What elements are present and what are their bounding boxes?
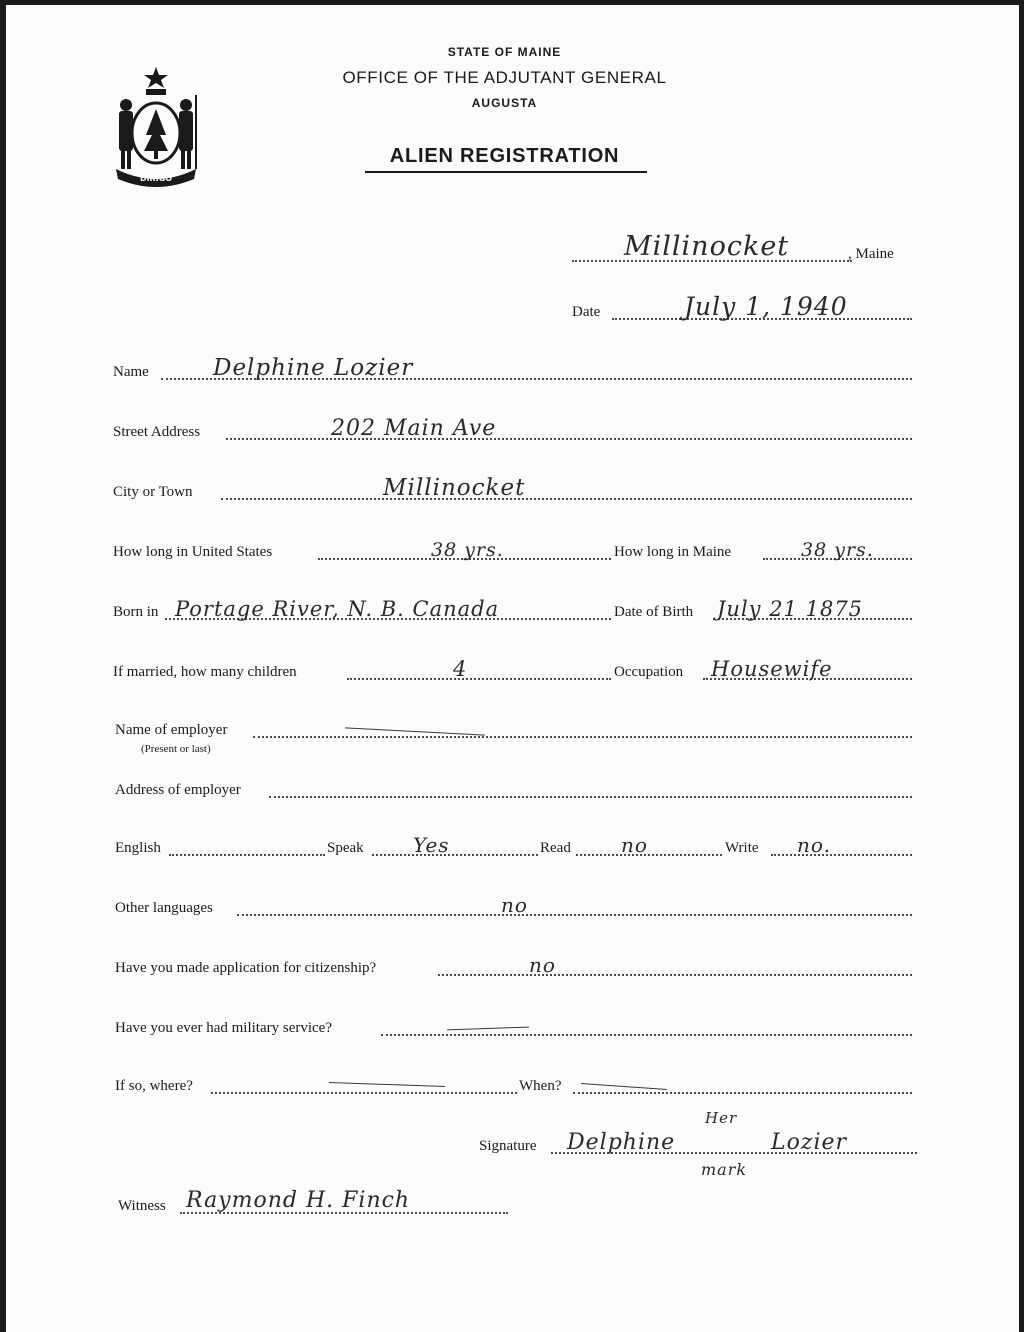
name-row: [113, 355, 918, 385]
other-languages-label: Other languages: [115, 900, 213, 916]
city-label: City or Town: [113, 484, 193, 500]
other-languages-row: [113, 891, 918, 921]
signature-last: Lozier: [771, 1130, 848, 1155]
read-value: no: [621, 833, 648, 857]
born-in-value: Portage River, N. B. Canada: [175, 597, 500, 621]
signature-mark: mark: [701, 1160, 748, 1179]
when-blank-stroke: [581, 1083, 667, 1090]
signature-first: Delphine: [567, 1130, 676, 1155]
street-row: [113, 415, 918, 445]
english-row: [113, 831, 918, 861]
street-label: Street Address: [113, 424, 201, 440]
city-row: [113, 475, 918, 505]
seal-motto: DIRIGO: [139, 174, 173, 183]
witness-label: Witness: [118, 1198, 166, 1214]
state-heading: STATE OF MAINE: [447, 45, 562, 59]
date-value: July 1, 1940: [684, 292, 848, 321]
date-row: [566, 292, 926, 325]
children-value: 4: [453, 657, 468, 681]
city-value: Millinocket: [383, 475, 526, 501]
signature-label: Signature: [479, 1138, 537, 1154]
employer-address-label: Address of employer: [115, 782, 241, 798]
occupation-value: Housewife: [711, 657, 833, 681]
city-heading: AUGUSTA: [471, 96, 538, 110]
where-row: [113, 1069, 918, 1099]
years-maine-value: 38 yrs.: [801, 539, 874, 561]
military-row: [113, 1011, 918, 1041]
citizenship-value: no: [529, 953, 556, 977]
write-value: no.: [797, 833, 831, 857]
town-row: [566, 231, 926, 267]
occupation-label: Occupation: [614, 664, 684, 680]
write-label: Write: [725, 840, 759, 856]
english-label: English: [115, 840, 161, 856]
children-label: If married, how many children: [113, 664, 297, 680]
witness-row: [118, 1189, 518, 1219]
office-heading: OFFICE OF THE ADJUTANT GENERAL: [342, 68, 667, 87]
citizenship-label: Have you made application for citizenship?: [115, 960, 377, 976]
date-label: Date: [572, 304, 601, 320]
read-label: Read: [540, 840, 571, 856]
witness-value: Raymond H. Finch: [186, 1188, 411, 1213]
where-label: If so, where?: [115, 1078, 193, 1094]
family-row: [113, 655, 918, 685]
employer-row: [113, 713, 918, 755]
other-languages-value: no: [501, 893, 528, 917]
employer-blank-stroke: [345, 727, 485, 735]
speak-label: Speak: [327, 840, 364, 856]
title-underline: [365, 171, 647, 173]
speak-value: Yes: [413, 833, 450, 857]
dob-label: Date of Birth: [614, 604, 694, 620]
employer-sublabel: (Present or last): [141, 743, 211, 755]
years-maine-label: How long in Maine: [614, 544, 732, 560]
born-in-label: Born in: [113, 604, 159, 620]
employer-label: Name of employer: [115, 722, 228, 738]
residence-row: [113, 535, 918, 565]
citizenship-row: [113, 951, 918, 981]
years-us-label: How long in United States: [113, 544, 273, 560]
employer-address-row: [113, 773, 918, 803]
street-value: 202 Main Ave: [331, 416, 497, 441]
town-suffix: , Maine: [848, 246, 894, 262]
form-title: ALIEN REGISTRATION: [389, 145, 620, 167]
name-label: Name: [113, 364, 149, 380]
military-label: Have you ever had military service?: [115, 1020, 332, 1036]
military-blank-stroke: [447, 1027, 529, 1031]
town-value: Millinocket: [624, 231, 790, 262]
years-us-value: 38 yrs.: [431, 539, 504, 561]
name-value: Delphine Lozier: [213, 355, 414, 381]
where-blank-stroke: [329, 1082, 445, 1087]
signature-row: [479, 1109, 919, 1179]
signature-her: Her: [705, 1109, 738, 1127]
birth-row: [113, 595, 918, 625]
when-label: When?: [519, 1078, 562, 1094]
dob-value: July 21 1875: [717, 597, 864, 621]
